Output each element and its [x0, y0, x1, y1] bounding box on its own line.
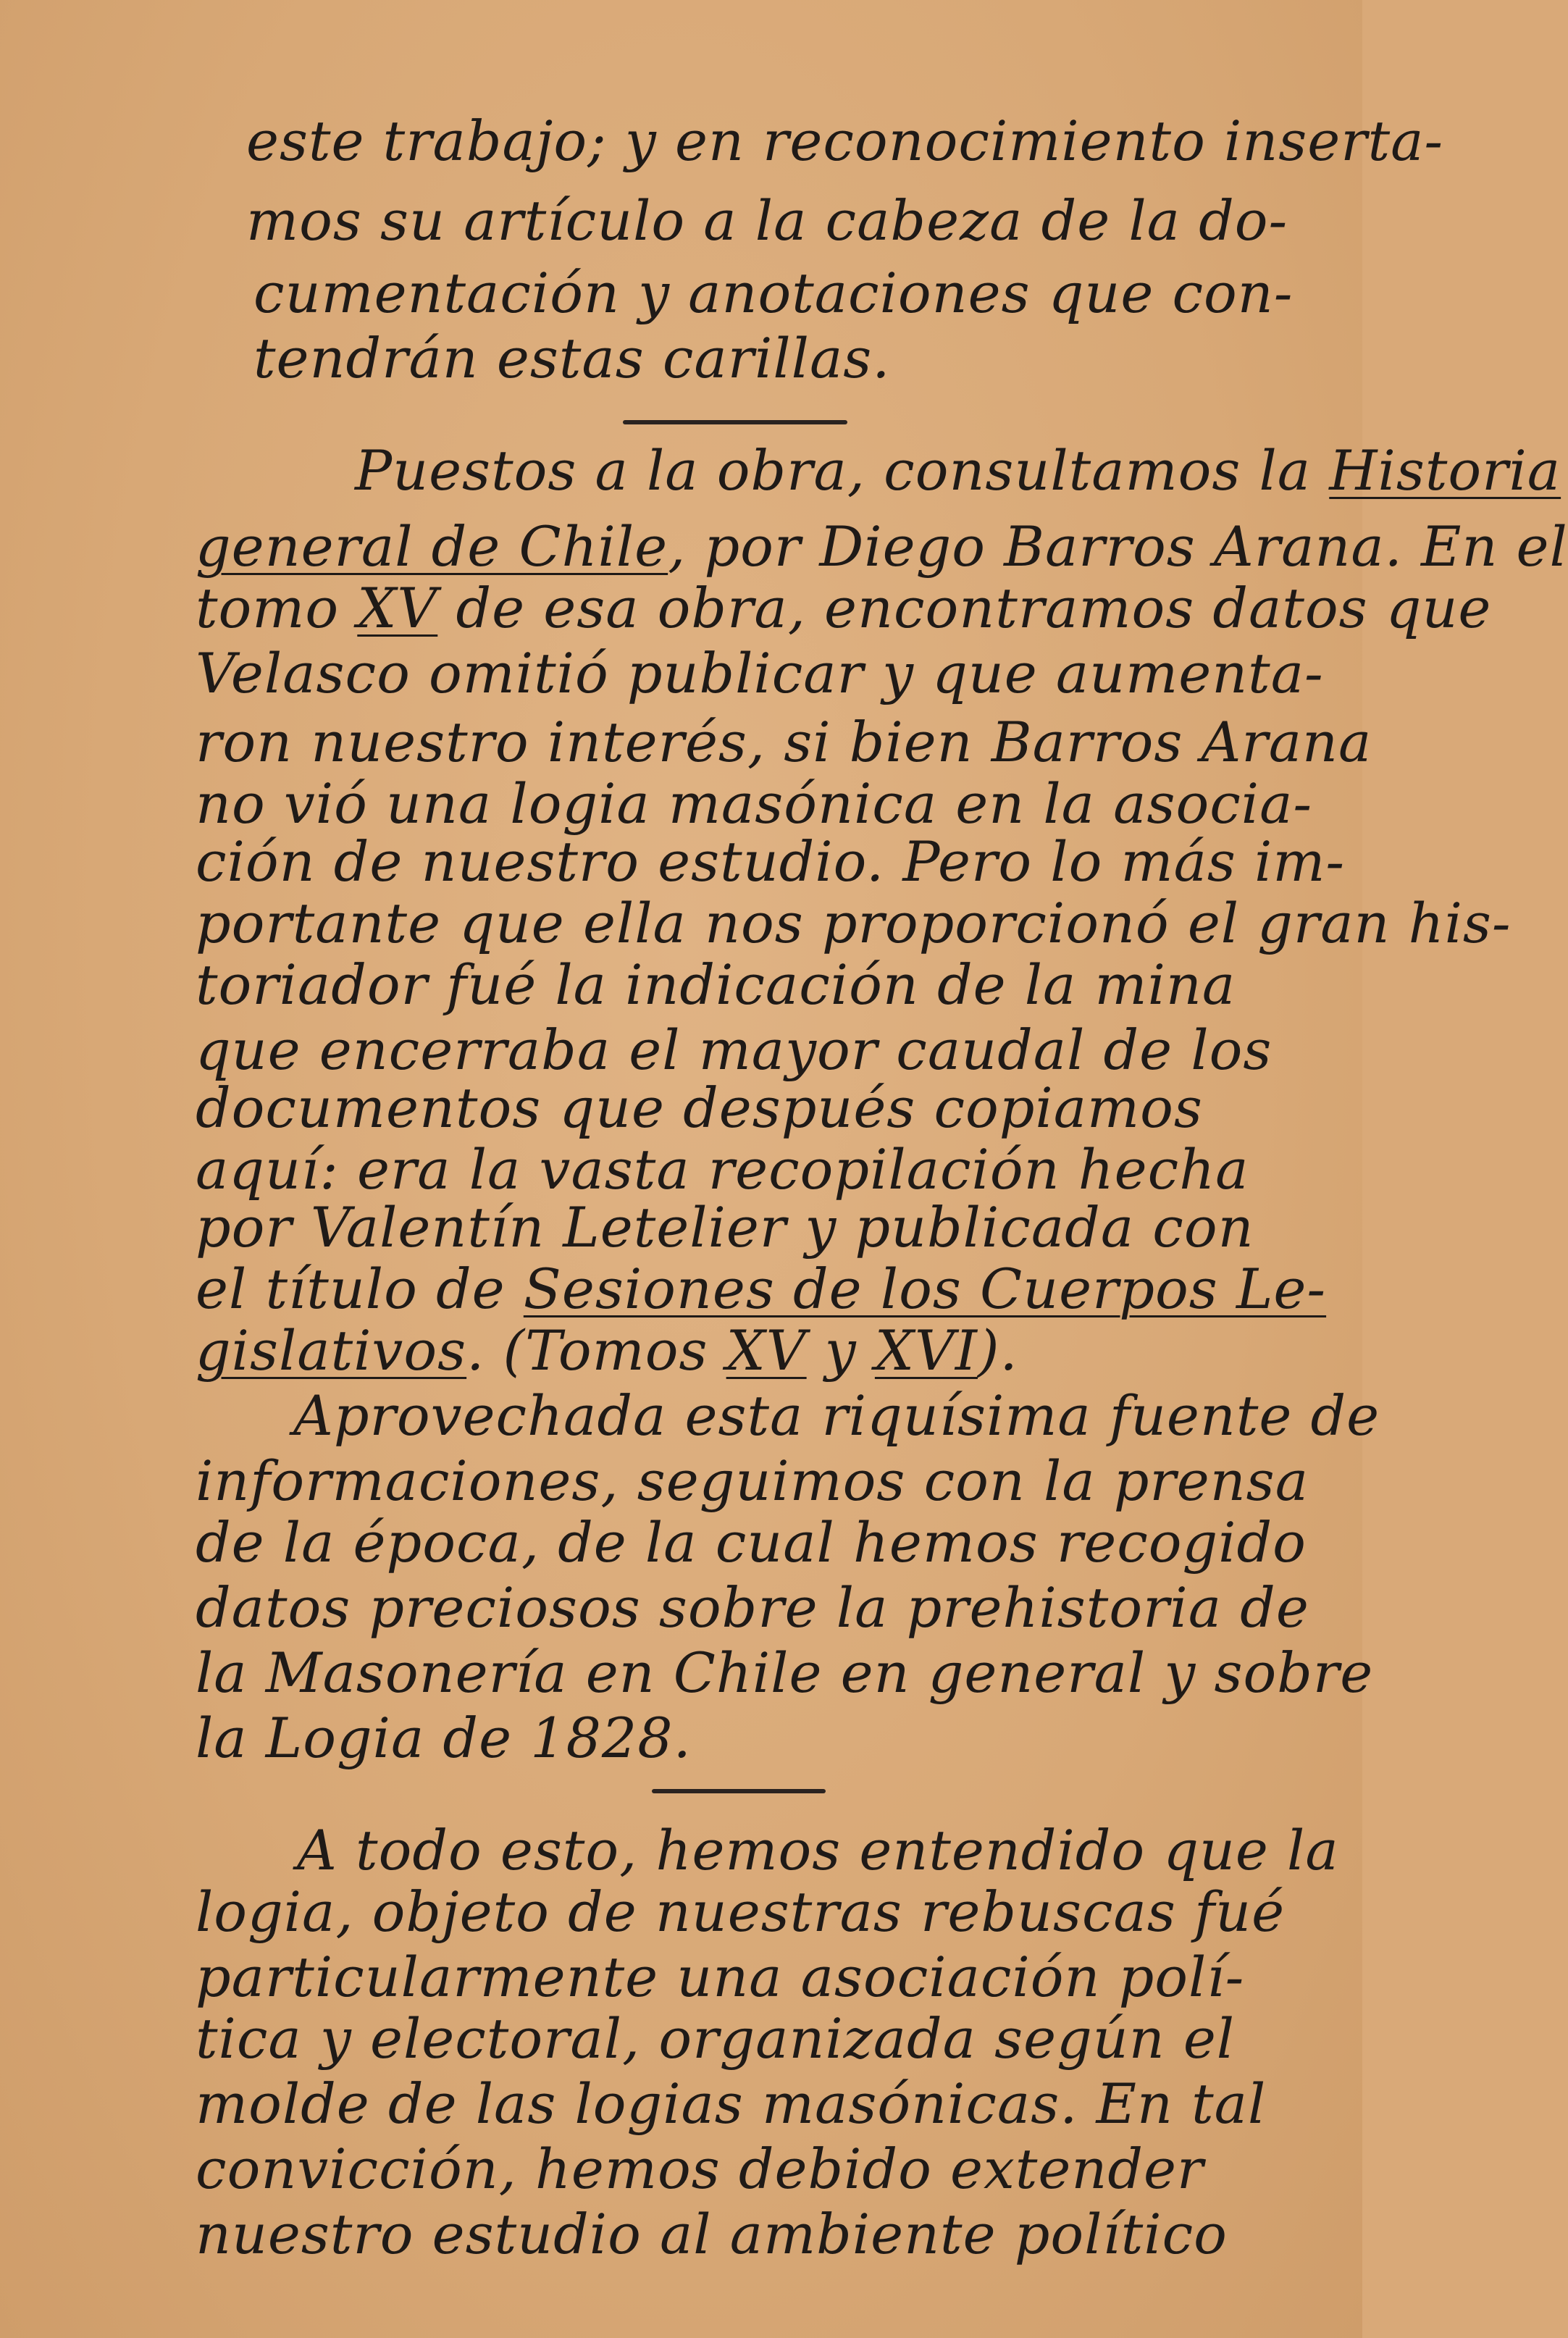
text-line: mos su artículo a la cabeza de la do- [246, 188, 1288, 253]
text-segment: de esa obra, encontramos datos que [437, 576, 1492, 640]
text-segment: tomo [196, 576, 358, 640]
text-line: por Valentín Letelier y publicada con [196, 1195, 1254, 1260]
text-line: Velasco omitió publicar y que aumenta- [196, 641, 1324, 705]
section-divider [623, 420, 847, 424]
text-line: particularmente una asociación polí- [196, 1945, 1245, 2009]
text-line: la Masonería en Chile en general y sobre [196, 1641, 1374, 1705]
text-line: documentos que después copiamos [196, 1076, 1203, 1140]
text-segment: ). [977, 1318, 1018, 1383]
text-segment: Puestos a la obra, consultamos la [355, 438, 1330, 503]
text-segment: , por Diego Barros Arana. En el [668, 514, 1568, 579]
text-line: la Logia de 1828. [196, 1706, 692, 1770]
text-line: datos preciosos sobre la prehistoria de [196, 1575, 1309, 1640]
text-line: A todo esto, hemos entendido que la [297, 1818, 1339, 1882]
volume-number: XVI [874, 1318, 978, 1383]
text-line [196, 1315, 1018, 1387]
text-line [355, 435, 1561, 507]
text-line: convicción, hemos debido extender [196, 2137, 1204, 2201]
text-line: logia, objeto de nuestras rebuscas fué [196, 1880, 1286, 1944]
text-line [196, 572, 1491, 645]
text-segment: . (Tomos [466, 1318, 726, 1383]
book-title: gislativos [196, 1318, 467, 1383]
text-line: informaciones, seguimos con la prensa [196, 1449, 1309, 1513]
text-line: portante que ella nos proporcionó el gran his- [196, 891, 1512, 955]
text-line: que encerraba el mayor caudal de los [196, 1018, 1273, 1082]
text-line: de la época, de la cual hemos recogido [196, 1510, 1307, 1575]
section-divider [652, 1789, 826, 1793]
text-line: aquí: era la vasta recopilación hecha [196, 1137, 1249, 1202]
text-line: nuestro estudio al ambiente político [196, 2202, 1228, 2266]
text-line: no vió una logia masónica en la asocia- [196, 771, 1313, 836]
book-title: Historia [1329, 438, 1561, 503]
text-line: Aprovechada esta riquísima fuente de [293, 1383, 1380, 1448]
text-segment: y [806, 1318, 875, 1383]
text-segment: el título de [196, 1257, 524, 1321]
text-line: toriador fué la indicación de la mina [196, 952, 1236, 1017]
text-line: tica y electoral, organizada según el [196, 2006, 1236, 2071]
book-title: general de Chile [196, 514, 668, 579]
volume-number: XV [726, 1318, 807, 1383]
book-title: Sesiones de los Cuerpos Le- [523, 1257, 1327, 1321]
text-line: este trabajo; y en reconocimiento inserta- [246, 109, 1444, 173]
text-line: ción de nuestro estudio. Pero lo más im- [196, 829, 1346, 894]
volume-number: XV [357, 576, 438, 640]
text-line: cumentación y anotaciones que con- [253, 261, 1294, 325]
text-line: molde de las logias masónicas. En tal [196, 2071, 1267, 2136]
text-line: tendrán estas carillas. [253, 326, 891, 390]
text-line: ron nuestro interés, si bien Barros Arana [196, 710, 1372, 774]
